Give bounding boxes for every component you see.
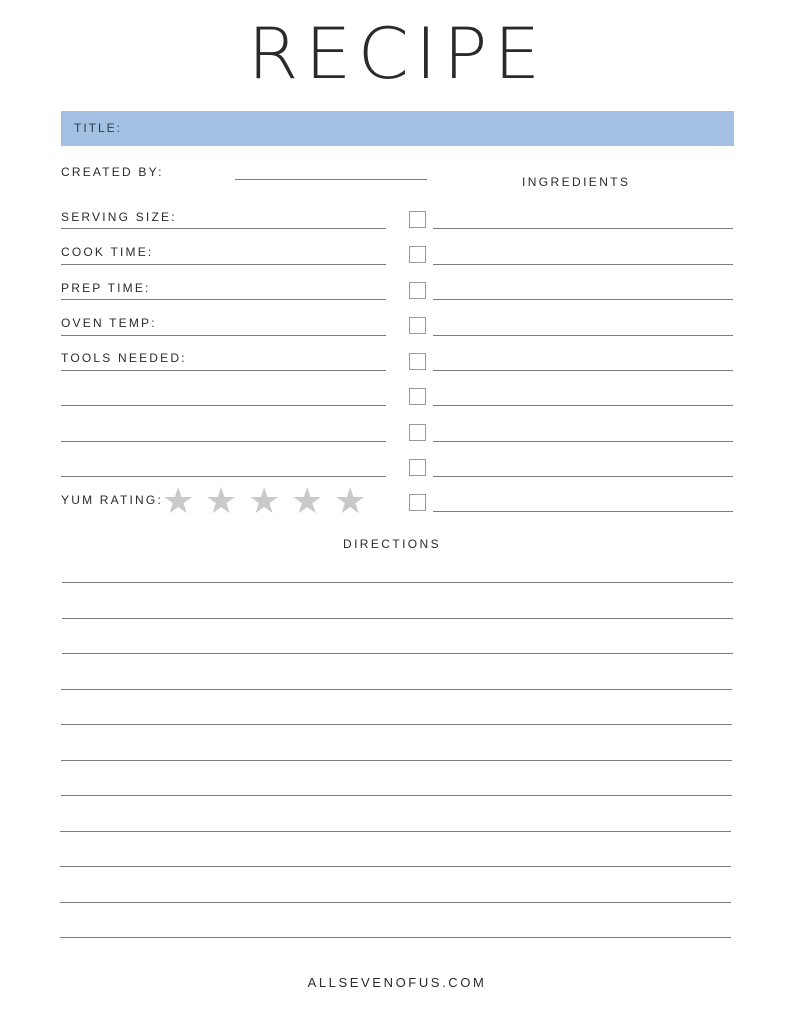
tools-extra-line[interactable] xyxy=(61,405,386,406)
directions-line[interactable] xyxy=(61,689,732,690)
ingredient-line[interactable] xyxy=(433,370,733,371)
yum-rating-label: YUM RATING: xyxy=(61,493,163,507)
title-label: TITLE: xyxy=(74,121,123,135)
directions-heading: DIRECTIONS xyxy=(343,537,442,551)
directions-line[interactable] xyxy=(61,760,732,761)
ingredient-checkbox[interactable] xyxy=(409,494,426,511)
ingredient-checkbox[interactable] xyxy=(409,424,426,441)
page-title: RECIPE xyxy=(247,13,547,95)
ingredient-line[interactable] xyxy=(433,476,733,477)
directions-line[interactable] xyxy=(60,937,731,938)
cook-time-label: COOK TIME: xyxy=(61,245,154,259)
directions-line[interactable] xyxy=(61,724,732,725)
star-icon[interactable]: ★ xyxy=(162,481,195,522)
directions-line[interactable] xyxy=(62,653,733,654)
ingredient-line[interactable] xyxy=(433,335,733,336)
ingredient-line[interactable] xyxy=(433,405,733,406)
directions-line[interactable] xyxy=(61,795,732,796)
ingredient-line[interactable] xyxy=(433,511,733,512)
ingredient-line[interactable] xyxy=(433,228,733,229)
tools-extra-line[interactable] xyxy=(61,441,386,442)
cook-time-line[interactable] xyxy=(61,264,386,265)
ingredient-checkbox[interactable] xyxy=(409,282,426,299)
ingredient-line[interactable] xyxy=(433,441,733,442)
ingredient-line[interactable] xyxy=(433,264,733,265)
ingredient-checkbox[interactable] xyxy=(409,388,426,405)
star-icon[interactable]: ★ xyxy=(334,481,367,522)
star-rating[interactable] xyxy=(160,481,370,524)
serving-size-label: SERVING SIZE: xyxy=(61,210,177,224)
prep-time-label: PREP TIME: xyxy=(61,281,151,295)
star-icon[interactable]: ★ xyxy=(291,481,324,522)
serving-size-line[interactable] xyxy=(61,228,386,229)
created-by-line[interactable] xyxy=(235,179,427,180)
directions-line[interactable] xyxy=(62,618,733,619)
star-icon[interactable]: ★ xyxy=(205,481,238,522)
oven-temp-line[interactable] xyxy=(61,335,386,336)
ingredient-checkbox[interactable] xyxy=(409,211,426,228)
ingredients-heading: INGREDIENTS xyxy=(522,175,631,189)
directions-line[interactable] xyxy=(60,831,731,832)
tools-needed-label: TOOLS NEEDED: xyxy=(61,351,187,365)
footer-website: ALLSEVENOFUS.COM xyxy=(307,975,487,990)
star-icon[interactable]: ★ xyxy=(248,481,281,522)
ingredient-line[interactable] xyxy=(433,299,733,300)
ingredient-checkbox[interactable] xyxy=(409,246,426,263)
ingredient-checkbox[interactable] xyxy=(409,317,426,334)
directions-line[interactable] xyxy=(62,582,733,583)
ingredient-checkbox[interactable] xyxy=(409,353,426,370)
prep-time-line[interactable] xyxy=(61,299,386,300)
directions-line[interactable] xyxy=(60,866,731,867)
title-bar[interactable] xyxy=(61,111,734,146)
oven-temp-label: OVEN TEMP: xyxy=(61,316,157,330)
tools-needed-line[interactable] xyxy=(61,370,386,371)
ingredient-checkbox[interactable] xyxy=(409,459,426,476)
directions-line[interactable] xyxy=(60,902,731,903)
created-by-label: CREATED BY: xyxy=(61,165,164,179)
tools-extra-line[interactable] xyxy=(61,476,386,477)
